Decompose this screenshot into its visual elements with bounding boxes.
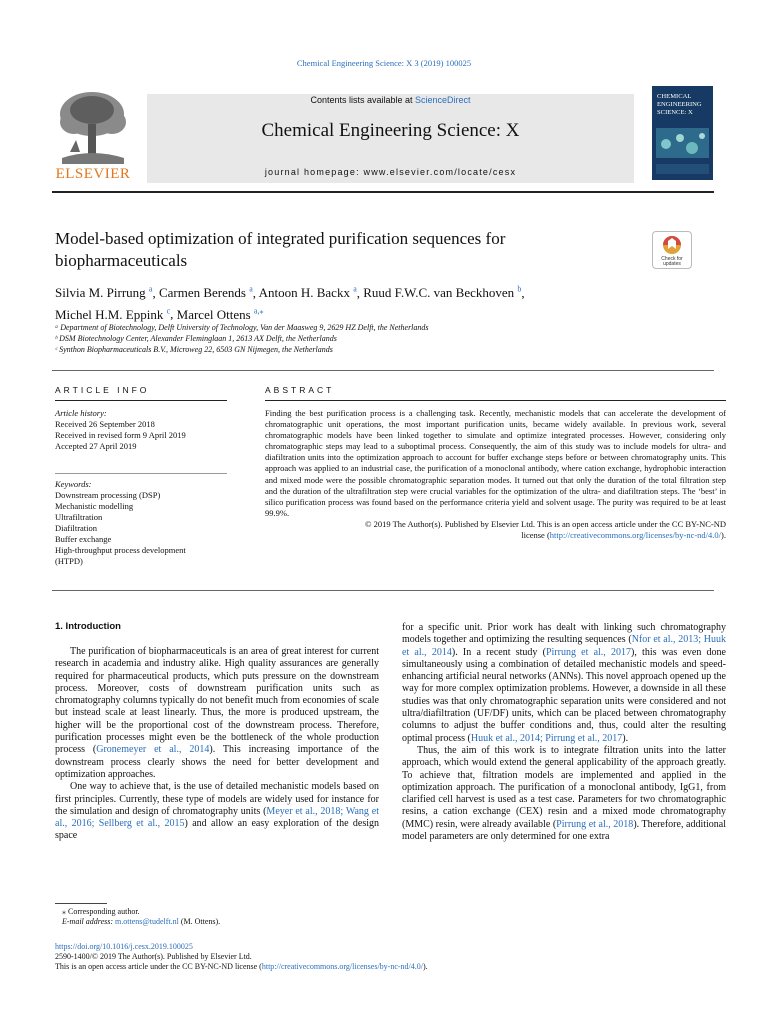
cover-line: ENGINEERING <box>657 101 702 108</box>
author-list: Silvia M. Pirrung $^a$, Carmen Berends $^a$, Antoon H. Backx $^a$, Ruud F.W.C. van Beckhoven $^b$, Michel H.M. Eppink $^c$, Marcel Ottens $^{a,⁎}$ <box>55 285 525 322</box>
journal-homepage: journal homepage: www.elsevier.com/locate/cesx <box>264 167 517 177</box>
citation-link[interactable]: Pirrung et al., 2018 <box>556 818 634 830</box>
keyword: Diafiltration <box>55 523 98 533</box>
body-paragraph <box>402 745 726 843</box>
citation-link[interactable]: Pirrung et al., 2017 <box>545 646 632 658</box>
header-rule <box>52 191 714 193</box>
footnote <box>62 907 220 927</box>
corresponding-note: ⁎ Corresponding author. <box>62 907 140 916</box>
body-text: One way to achieve that, is the use of detailed mechanistic models based on first principles. Currently, these type of models are widely used for instance for the simulation and design of chromatography units ( <box>55 781 379 817</box>
cover-line: SCIENCE: X <box>657 109 693 116</box>
open-access-line: This is an open access article under the CC BY-NC-ND license (http://creativecommons.org/licenses/by-nc-nd/4.0/). <box>55 962 428 971</box>
citation-link[interactable]: Nfor et al., 2013; Huuk et al., 2014 <box>402 634 726 658</box>
history-item: Received 26 September 2018 <box>55 419 155 429</box>
body-text: for a specific unit. Prior work has dealt with linking such chromatography models together and optimizing the resulting sequences ( <box>402 622 726 646</box>
crossmark-icon <box>653 232 691 268</box>
section-rule <box>52 370 714 371</box>
email-line: E-mail address: m.ottens@tudelft.nl (M. Ottens). <box>62 917 221 926</box>
svg-text:updates: updates <box>663 261 681 267</box>
body-text: ). Therefore, additional model parameters are only determined for one extra <box>402 818 727 843</box>
article-title: Model-based optimization of integrated purification sequences for biopharmaceuticals <box>55 229 506 270</box>
abstract-heading: ABSTRACT <box>265 385 335 395</box>
homepage-link[interactable]: www.elsevier.com/locate/cesx <box>363 167 517 177</box>
issn-line: 2590-1400/© 2019 The Author(s). Published by Elsevier Ltd. <box>55 952 252 961</box>
abstract-rule <box>265 400 726 401</box>
keyword: Ultrafiltration <box>55 512 103 522</box>
author: Ruud F.W.C. van Beckhoven $^b$ <box>363 285 522 301</box>
article-history <box>55 408 227 452</box>
journal-reference[interactable]: Chemical Engineering Science: X 3 (2019) 100025 <box>296 58 472 68</box>
author: Carmen Berends $^a$ <box>158 285 253 301</box>
citation-link[interactable]: Gronemeyer et al., 2014 <box>96 744 210 756</box>
affiliation: ᵇ DSM Biotechnology Center, Alexander Fleminglaan 1, 2613 AX Delft, the Netherlands <box>55 334 337 343</box>
history-item: Accepted 27 April 2019 <box>55 441 137 451</box>
keyword: Mechanistic modelling <box>55 501 134 511</box>
keyword: Downstream processing (DSP) <box>55 490 161 500</box>
body-column-left <box>55 646 379 843</box>
body-text: ) and allow an easy exploration of the design space <box>55 818 380 842</box>
svg-text:Check for: Check for <box>661 256 683 262</box>
history-label: Article history: <box>55 408 107 418</box>
body-paragraph <box>55 646 379 781</box>
body-text: ). This increasing importance of the downstream process clearly shows the need for better development and optimization approaches. <box>55 744 379 780</box>
body-paragraph <box>55 781 379 842</box>
cover-title <box>657 93 711 117</box>
keywords <box>55 479 227 567</box>
history-item: Received in revised form 9 April 2019 <box>55 430 186 440</box>
abstract-text: Finding the best purification process is a challenging task. Recently, mechanistic models that can accelerate the development of chromatographic unit operations, the most important purification units, became widely available. In previous work, several chromatographic models have been linked together to simulate and optimize integrated processes. However, considering only chromatographic steps may lead to a suboptimal process. Consequently, the aim of this study was to include models for ultra- and diafiltration units into the optimization approach to account for buffer exchange steps before or between chromatography units. This approach was applied to an industrial case, the purification of a monoclonal antibody, where cation exchange, hydrophobic interaction and mixed mode were the possible chromatographic separation modes. It turned out that only the duration of the total filtration step and the duration of the ultrafiltration step were crucial variables for the optimization of the ultra- and diafiltration steps. The ‘best’ in silico purification process was found based on the performance criteria yield and solvent usage. The purity was required to be at least 99.9%. <box>265 408 726 518</box>
body-text: ). In a recent study ( <box>451 646 546 658</box>
info-rule <box>55 400 227 401</box>
body-paragraph <box>402 622 726 745</box>
body-text: ), this was even done simultaneously using a combination of detailed mechanistic models and speed-enhancing artificial neural networks (ANNs). This novel approach opened up the way for more complex optimization problems. However, a downside in all these studies was that only chromatographic separation units were considered and not ultra/diafiltration (UF/DF) units, which can be placed between chromatography columns to adjust the buffer conditions and, thus, could alter the resulting optimal process ( <box>402 646 727 744</box>
abstract-copyright: © 2019 The Author(s). Published by Elsevier Ltd. This is an open access article under the CC BY-NC-ND license (http://creativecommons.org/licenses/by-nc-nd/4.0/). <box>365 518 726 541</box>
section-heading: 1. Introduction <box>55 621 121 632</box>
check-for-updates-button[interactable] <box>652 231 692 269</box>
keyword: High-throughput process development <box>55 545 186 555</box>
author: Marcel Ottens $^{a,⁎}$ <box>176 306 264 322</box>
keyword: (HTPD) <box>55 556 83 566</box>
footnote-rule <box>55 903 107 904</box>
author: Michel H.M. Eppink $^c$ <box>55 306 171 322</box>
info-rule <box>55 473 227 474</box>
keyword: Buffer exchange <box>55 534 112 544</box>
abstract-body <box>265 408 726 541</box>
citation-link[interactable]: Meyer et al., 2018; Wang et al., 2016; Sellberg et al., 2015 <box>55 805 379 830</box>
author: Silvia M. Pirrung $^a$ <box>55 285 153 301</box>
citation-link[interactable]: Huuk et al., 2014; Pirrung et al., 2017 <box>470 732 623 744</box>
keywords-label: Keywords: <box>55 479 92 489</box>
body-text: ). <box>622 732 629 744</box>
page-footer <box>55 942 428 972</box>
body-column-right <box>402 622 726 843</box>
sciencedirect-link[interactable]: ScienceDirect <box>415 95 471 105</box>
cover-line: CHEMICAL <box>657 93 692 100</box>
footer-license-link[interactable]: http://creativecommons.org/licenses/by-nc-nd/4.0/ <box>261 962 423 971</box>
doi-link[interactable]: https://doi.org/10.1016/j.cesx.2019.100025 <box>55 942 193 951</box>
affiliation: ᵃ Department of Biotechnology, Delft University of Technology, Van der Maasweg 9, 2629 HZ Delft, the Netherlands <box>55 323 429 332</box>
contents-line: Contents lists available at ScienceDirect <box>310 95 471 105</box>
body-text: Thus, the aim of this work is to integrate filtration units into the latter approach, which would extend the general applicability of the approach greatly. To achieve that, filtration models are implemented and applied in the optimization approach. The purification of a monoclonal antibody, IgG1, from clarified cell harvest is used as a test case. Parameters for two chromatographic resins, a cation exchange (CEX) resin and a mixed mode chromatography (MMC) resin, were already available ( <box>402 744 726 830</box>
affiliation: ᶜ Synthon Biopharmaceuticals B.V., Microweg 22, 6503 GN Nijmegen, the Netherlands <box>55 345 333 354</box>
body-text: The purification of biopharmaceuticals is an area of great interest for current research in academia and industry alike. High quality assurances are generally required for pharmaceutical products, which puts pressure on the downstream process. Moreover, costs of downstream purification units such as chromatography columns typically do not benefit much from economies of scale but instead scale at least linearly. Thus, the more is produced upstream, the higher will be the proportional cost of the downstream process. Therefore, purification processes might even be the bottleneck of the whole production process ( <box>55 646 379 756</box>
email-link[interactable]: m.ottens@tudelft.nl <box>115 917 179 926</box>
license-link[interactable]: http://creativecommons.org/licenses/by-nc-nd/4.0/ <box>549 530 722 541</box>
article-info-heading: ARTICLE INFO <box>55 385 150 395</box>
section-rule <box>52 590 714 591</box>
publisher-name: ELSEVIER <box>55 166 131 182</box>
journal-title: Chemical Engineering Science: X <box>261 120 520 141</box>
author: Antoon H. Backx $^a$ <box>258 285 357 301</box>
